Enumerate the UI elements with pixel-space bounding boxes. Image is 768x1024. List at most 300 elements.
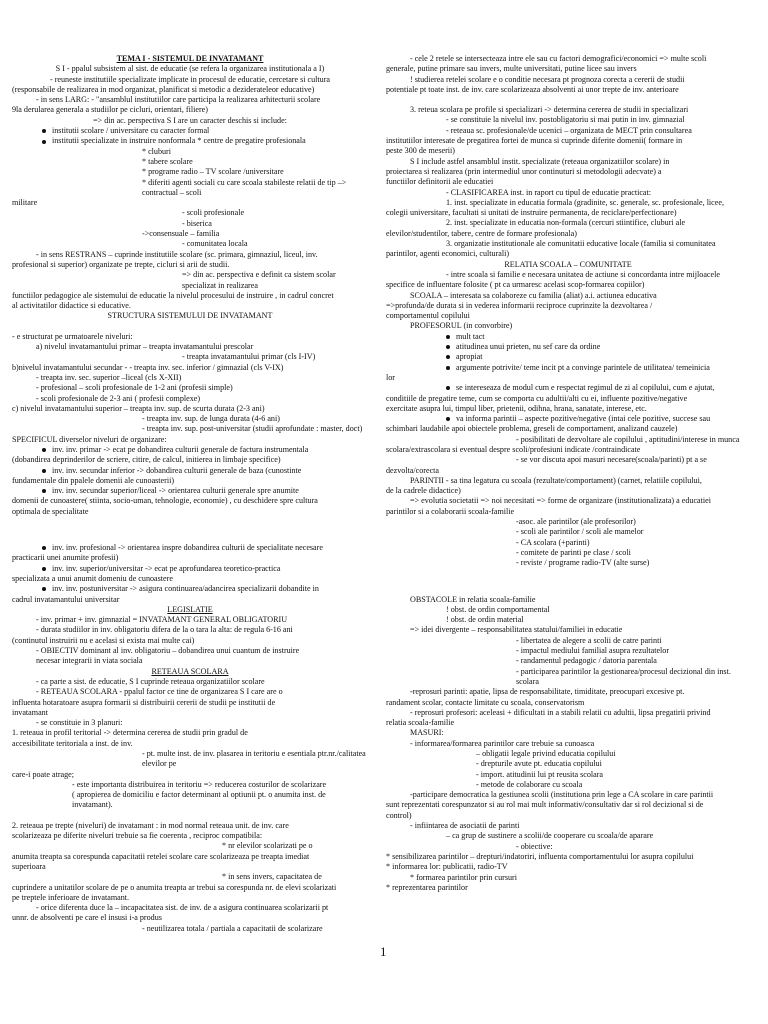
- text-line: [386, 821, 750, 831]
- text-line: [386, 569, 750, 595]
- text-line: [12, 414, 368, 424]
- text-line: [12, 383, 368, 393]
- line-text: – ca grup de sustinere a scolii/de cooperare cu scoala/de aparare: [446, 831, 654, 841]
- right-column: [386, 54, 750, 893]
- line-text: - durata studiilor in inv. obligatoriu difera de la o tara la alta: de regula 6-16 ani: [36, 625, 293, 635]
- text-line: [12, 584, 368, 594]
- text-line: [12, 780, 368, 790]
- text-line: [12, 394, 368, 404]
- text-line: [12, 770, 368, 780]
- line-text: - in sens RESTRANS – cuprinde institutiile scolare (sc. primara, gimnaziul, liceul, inv.: [36, 249, 318, 259]
- text-line: [386, 749, 750, 759]
- line-text: de la cadrele didactice): [386, 486, 461, 496]
- line-text: - informarea/formarea parintilor care trebuie sa cunoasca: [410, 738, 595, 748]
- bullet-icon: [42, 140, 46, 144]
- text-line: [12, 718, 368, 728]
- text-line: [386, 800, 750, 810]
- text-line: [12, 486, 368, 496]
- line-text: LEGISLATIE: [167, 604, 213, 614]
- text-line: [386, 198, 750, 208]
- line-text: apropiat: [456, 352, 483, 362]
- text-line: [386, 605, 750, 615]
- text-line: [386, 95, 750, 105]
- line-text: - biserica: [182, 218, 212, 228]
- line-text: ! obst. de ordin material: [446, 615, 524, 625]
- text-line: [12, 574, 368, 584]
- text-line: [386, 507, 750, 517]
- text-line: [386, 136, 750, 146]
- bullet-icon: [446, 386, 450, 390]
- line-text: -reprosuri parinti: apatie, lipsa de responsabilitate, timiditate, preocupari excesive pt.: [410, 687, 685, 697]
- line-text: fundamentale din ppalele domenii ale cunoasterii): [12, 475, 175, 485]
- text-line: [12, 136, 368, 146]
- line-text: scolara/extrascolara si eventual despre scoli/profesiuni indicate /contraindicate: [386, 444, 641, 454]
- text-line: [386, 718, 750, 728]
- text-line: [386, 656, 750, 666]
- line-text: - scoli profesionale de 2-3 ani ( profesii complexe): [36, 393, 201, 403]
- line-text: randament scolar, contacte limitate cu scoala, conservatorism: [386, 697, 585, 707]
- line-text: * nr elevilor scolarizati pe o: [222, 841, 313, 851]
- text-line: [386, 64, 750, 74]
- text-line: [386, 332, 750, 342]
- text-line: [386, 496, 750, 506]
- line-text: 3. organizatie institutionale ale comunitatii educative locale (familia si comunitatea: [446, 239, 716, 249]
- text-line: [12, 924, 368, 934]
- text-line: [12, 178, 368, 199]
- text-line: [386, 373, 750, 383]
- line-text: - CLASIFICAREA inst. in raport cu tipul de educatie practicat:: [446, 187, 651, 197]
- text-line: [12, 903, 368, 913]
- text-line: [12, 291, 368, 301]
- line-text: al activitatilor didactice si educative.: [12, 301, 131, 311]
- text-line: [12, 311, 368, 321]
- bullet-icon: [42, 489, 46, 493]
- text-line: [386, 414, 750, 424]
- line-text: OBSTACOLE in relatia scoala-familie: [410, 594, 536, 604]
- text-line: [386, 115, 750, 125]
- text-line: [386, 229, 750, 239]
- text-line: [386, 404, 750, 414]
- text-line: [386, 249, 750, 259]
- line-text: - scoli ale parintilor / scoli ale mamelor: [516, 527, 644, 537]
- text-line: [12, 831, 368, 841]
- line-text: - treapta inv. sec. superior –liceal (cls X-XII): [36, 372, 182, 382]
- bullet-icon: [446, 355, 450, 359]
- text-line: [12, 116, 368, 126]
- line-text: elevilor/studentilor, tabere, centre de formare profesionala): [386, 228, 577, 238]
- line-text: lor: [386, 372, 395, 382]
- line-text: inv. inv. postuniversitar -> asigura continuarea/adancirea specializarii dobandite in: [52, 584, 319, 594]
- line-text: * formarea parintilor prin cursuri: [410, 872, 517, 882]
- line-text: =>profunda/de durata si in vederea informarii reciproce cuprinzite la dezvoltarea /: [386, 300, 653, 310]
- text-line: [386, 728, 750, 738]
- line-text: care-i poate atrage;: [12, 769, 75, 779]
- line-text: => din ac. perspectiva e definit ca sistem scolar specializat in realizarea: [182, 270, 336, 290]
- line-text: inv. inv. primar -> ecat pe dobandirea culturii generale de factura instrumentala: [52, 444, 309, 454]
- text-line: [12, 605, 368, 615]
- line-text: - este importanta distribuirea in teritoriu => reducerea costurilor de scolarizare: [72, 779, 327, 789]
- text-line: [386, 842, 750, 852]
- text-line: [12, 229, 368, 239]
- line-text: anumita treapta sa corespunda capacitatii retelei scolare care scolarizeaza pe treapta imediat: [12, 851, 310, 861]
- text-line: [12, 739, 368, 749]
- line-text: - inv. primar + inv. gimnazial = INVATAMANT GENERAL OBLIGATORIU: [36, 615, 288, 625]
- text-line: [386, 260, 750, 270]
- line-text: – obligatii legale privind educatia copilului: [476, 749, 616, 758]
- line-text: - neutilizarea totala / partiala a capacitatii de scolarizare: [142, 923, 323, 933]
- text-line: [12, 332, 368, 342]
- text-line: [12, 301, 368, 311]
- text-line: [12, 687, 368, 697]
- line-text: sunt reprezentati corespunzator si au rol mai mult informativ/consultativ dar si rol decizional si de: [386, 800, 704, 810]
- line-text: (continutul instruirii nu e acelasi si exista mai multe cai): [12, 635, 195, 645]
- text-line: [386, 280, 750, 290]
- line-text: * cluburi: [142, 146, 171, 156]
- text-line: [12, 677, 368, 687]
- text-line: [12, 790, 368, 800]
- text-line: [12, 219, 368, 229]
- line-text: (responsabile de realizarea in mod organizat, planificat si metodic a deziderateleor educative): [12, 84, 315, 94]
- text-line: [12, 250, 368, 260]
- text-line: [386, 167, 750, 177]
- text-line: [12, 667, 368, 677]
- line-text: - se vor discuta apoi masuri necesare(scoala/parinti) pt a se: [516, 455, 707, 465]
- text-line: [12, 373, 368, 383]
- line-text: - ca parte a sist. de educatie, S I cuprinde reteaua organizatiilor scolare: [36, 676, 265, 686]
- left-column: [12, 54, 368, 934]
- text-line: [12, 698, 368, 708]
- text-line: [386, 790, 750, 800]
- text-line: [386, 625, 750, 635]
- text-line: [386, 883, 750, 893]
- text-line: [12, 476, 368, 486]
- line-text: control): [386, 810, 412, 820]
- text-line: [12, 404, 368, 414]
- text-line: [386, 146, 750, 156]
- text-line: [12, 595, 368, 605]
- line-text: - posibilitati de dezvoltare ale copilului , aptitudini/interese in munca: [516, 434, 740, 444]
- line-text: influenta hotaratoare asupra formarii si distribuirii cererii de studii pe institutii de: [12, 697, 276, 707]
- text-line: [386, 486, 750, 496]
- text-line: [386, 424, 750, 434]
- text-line: [12, 564, 368, 574]
- line-text: - impactul mediului familial asupra rezultatelor: [516, 646, 670, 656]
- text-line: [12, 800, 368, 810]
- text-line: [12, 496, 368, 506]
- text-line: [12, 821, 368, 831]
- line-text: potentiale pt toate inst. de inv. care scolarizeaza absolventi ai unor trepte de inv. anterioare: [386, 84, 679, 94]
- text-line: [12, 239, 368, 249]
- line-text: institutiilor interesate de pregatirea fortei de munca si cuprinde diferite domenii( formare in: [386, 136, 683, 146]
- line-text: - comitete de parinti pe clase / scoli: [516, 547, 631, 557]
- text-line: [12, 54, 368, 64]
- line-text: mult tact: [456, 331, 485, 341]
- line-text: schimbari laudabile apoi obiectele problema, greseli de comportament, analizand cauzele): [386, 424, 678, 434]
- line-text: S I include astfel ansamblul instit. specializate (reteaua organizatiilor scolare) in: [410, 156, 670, 166]
- text-line: [12, 852, 368, 862]
- text-line: [386, 85, 750, 95]
- bullet-icon: [446, 417, 450, 421]
- text-line: [12, 455, 368, 465]
- text-line: [12, 270, 368, 291]
- line-text: * in sens invers, capacitatea de: [222, 872, 322, 882]
- line-text: - orice diferenta duce la – incapacitatea sist. de inv. de a asigura continuarea scolarizarii pt: [36, 903, 329, 913]
- line-text: MASURI:: [410, 728, 444, 738]
- text-line: [386, 811, 750, 821]
- text-line: [12, 322, 368, 332]
- text-line: [386, 75, 750, 85]
- line-text: - libertatea de alegere a scolii de catre parinti: [516, 635, 662, 645]
- line-text: - metode de colaborare cu scoala: [476, 779, 583, 789]
- text-line: [386, 157, 750, 167]
- line-text: * tabere scolare: [142, 156, 193, 166]
- line-text: profesional si superior) organizate pe trepte, cicluri si arii de studii.: [12, 259, 230, 269]
- line-text: RELATIA SCOALA – COMUNITATE: [504, 259, 632, 269]
- line-text: * diferiti agenti sociali cu care scoala stabileste relatii de tip –> contractual – scoli: [142, 177, 347, 197]
- text-line: [386, 698, 750, 708]
- text-line: [12, 95, 368, 105]
- text-line: [12, 883, 368, 893]
- line-text: exercitate asupra lui, timpul liber, prietenii, odihna, hrana, sanatate, interese, etc.: [386, 403, 647, 413]
- text-line: [386, 615, 750, 625]
- line-text: - comunitatea locala: [182, 239, 248, 249]
- text-line: [386, 301, 750, 311]
- line-text: comportamentul copilului: [386, 311, 470, 321]
- line-text: - reuneste institutiile specializate implicate in procesul de educatie, cercetare si cultura: [49, 74, 330, 84]
- text-line: [386, 352, 750, 362]
- text-line: [12, 445, 368, 455]
- text-line: [386, 208, 750, 218]
- line-text: - treapta inv. sup. post-universitar (studii aprofundate : master, doct): [142, 424, 363, 434]
- line-text: - profesional – scoli profesionale de 1-2 ani (profesii simple): [36, 383, 233, 393]
- line-text: - scoli profesionale: [182, 208, 245, 218]
- text-line: [386, 852, 750, 862]
- line-text: inv. inv. secundar superior/liceal -> orientarea culturii generale spre anumite: [52, 486, 299, 496]
- line-text: - reviste / programe radio-TV (alte surse): [516, 558, 650, 568]
- bullet-icon: [446, 366, 450, 370]
- text-line: [386, 321, 750, 331]
- line-text: PARINTII - sa tina legatura cu scoala (rezultate/comportament) (carnet, relatiile copilului,: [410, 475, 702, 485]
- line-text: - randamentul pedagogic / datoria parentala: [516, 656, 657, 666]
- text-line: [12, 893, 368, 903]
- line-text: colegii universitare, facultati si unitati de instruire permanenta, de reciclare/perfectionare): [386, 208, 677, 218]
- line-text: generale, putine primare sau invers, multe universitati, putine licee sau invers: [386, 64, 637, 74]
- text-line: [12, 872, 368, 882]
- text-line: [12, 811, 368, 821]
- text-line: [12, 85, 368, 95]
- bullet-icon: [42, 546, 46, 550]
- line-text: => din ac. perspectiva S I are un caracter deschis si include:: [93, 115, 287, 125]
- line-text: SPECIFICUL diverselor niveluri de organizare:: [12, 434, 167, 444]
- line-text: invatamant).: [72, 800, 113, 810]
- line-text: - import. atitudinii lui pt reusita scolara: [476, 769, 603, 779]
- line-text: PROFESORUL (in convorbire): [410, 321, 513, 331]
- text-line: [386, 342, 750, 352]
- line-text: - cele 2 retele se intersecteaza intre ele sau cu factori demografici/economici => multe scoli: [410, 54, 707, 63]
- line-text: SCOALA – interesata sa colaboreze cu familia (aliat) a.i. actiunea educativa: [410, 290, 657, 300]
- line-text: - participarea parintilor la gestionarea/procesul decizional din inst. scolara: [516, 666, 731, 686]
- text-line: [12, 646, 368, 656]
- line-text: RETEAUA SCOLARA: [151, 666, 229, 676]
- line-text: inv. inv. profesional -> orientarea inspre dobandirea culturii de specialitate necesare: [52, 543, 323, 553]
- line-text: - infiintarea de asociatii de parinti: [410, 821, 520, 831]
- line-text: parintilor si a colaborarii scoala-familie: [386, 506, 515, 516]
- line-text: - RETEAUA SCOLARA - ppalul factor ce tine de organizarea S I care are o: [36, 687, 283, 697]
- text-line: [386, 558, 750, 568]
- line-text: ->consensuale – familia: [142, 229, 220, 239]
- text-line: [386, 636, 750, 646]
- line-text: unnr. de absolventi pe care el insusi i-a produs: [12, 913, 162, 923]
- text-line: [386, 435, 750, 445]
- text-line: [12, 708, 368, 718]
- line-text: - pt. multe inst. de inv. plasarea in teritoriu e esentiala ptr.nr./calitatea elevilor pe: [142, 749, 366, 769]
- line-text: STRUCTURA SISTEMULUI DE INVATAMANT: [107, 311, 273, 321]
- text-line: [386, 455, 750, 465]
- line-text: ( apropierea de domiciliu e factor determinant al optiunii pt. o anumita inst. de: [72, 790, 326, 800]
- text-line: [386, 311, 750, 321]
- bullet-icon: [42, 587, 46, 591]
- text-line: [12, 424, 368, 434]
- bullet-icon: [446, 345, 450, 349]
- text-line: [12, 636, 368, 646]
- text-line: [386, 708, 750, 718]
- line-text: b)nivelul invatamantului secundar - - treapta inv. sec. inferior / gimnazial (cls V-IX): [12, 362, 284, 372]
- line-text: optimala de specialitate: [12, 506, 89, 516]
- line-text: parintilor, agenti economici, culturali): [386, 249, 510, 259]
- line-text: - obiective:: [516, 841, 553, 851]
- line-text: * reprezentarea parintilor: [386, 882, 468, 892]
- line-text: peste 300 de meserii): [386, 146, 455, 156]
- text-line: [386, 466, 750, 476]
- line-text: 2. reteaua pe trepte (niveluri) de invatamant : in mod normal reteaua unit. de inv. care: [12, 820, 289, 830]
- bullet-icon: [42, 567, 46, 571]
- line-text: 2. inst. specializate in educatia non-formala (cercuri stiintifice, cluburi ale: [446, 218, 686, 228]
- line-text: 9la derularea generala a studiilor pe cicluri, orientari, filiere): [12, 105, 208, 115]
- text-line: [386, 831, 750, 841]
- text-line: [386, 445, 750, 455]
- text-line: [386, 770, 750, 780]
- page-number: 1: [380, 944, 387, 959]
- text-line: [386, 595, 750, 605]
- text-line: [386, 126, 750, 136]
- text-line: [12, 507, 368, 517]
- line-text: 1. reteaua in profil teritorial -> determina cererea de studii prin gradul de: [12, 728, 248, 738]
- text-line: [12, 363, 368, 373]
- text-line: [386, 218, 750, 228]
- text-line: [12, 615, 368, 625]
- line-text: - OBIECTIV dominant al inv. obligatoriu – dobandirea unui cuantum de instruire: [36, 646, 300, 656]
- text-line: [386, 873, 750, 883]
- text-line: [12, 862, 368, 872]
- text-line: [386, 394, 750, 404]
- line-text: militare: [12, 198, 38, 208]
- text-line: [386, 548, 750, 558]
- text-line: [12, 64, 368, 74]
- line-text: scolarizeaza pe diferite niveluri trebuie sa fie coerenta , reciproc compatibila:: [12, 831, 263, 841]
- line-text: c) nivelul invatamantului superior – treapta inv. sup. de scurta durata (2-3 ani): [12, 403, 265, 413]
- line-text: - CA scolara (+parinti): [516, 537, 590, 547]
- line-text: cuprindere a unitatilor scolare de pe o anumita treapta ar trebui sa corespunda nr. de elevi scolarizati: [12, 882, 337, 892]
- line-text: - reteaua sc. profesionale/de ucenici – organizata de MECT prin consultarea: [446, 125, 692, 135]
- text-line: [12, 656, 368, 666]
- text-line: [386, 759, 750, 769]
- text-line: [386, 780, 750, 790]
- text-line: [12, 553, 368, 563]
- line-text: => idei divergente – responsabilitatea statului/familiei in educatie: [410, 625, 623, 635]
- text-line: [386, 538, 750, 548]
- text-line: [386, 739, 750, 749]
- line-text: inv. inv. secundar inferior -> dobandirea culturii generale de baza (cunostinte: [52, 465, 302, 475]
- line-text: inv. inv. superior/universitar -> ecat pe aprofundarea teoretico-practica: [52, 563, 281, 573]
- text-line: [386, 517, 750, 527]
- bullet-icon: [42, 129, 46, 133]
- line-text: * sensibilizarea parintilor – drepturi/indatoriri, influenta comportamentului lor asupra copilului: [386, 851, 694, 861]
- text-line: [12, 147, 368, 157]
- text-line: [386, 188, 750, 198]
- text-line: [386, 239, 750, 249]
- text-line: [12, 208, 368, 218]
- text-line: [386, 862, 750, 872]
- line-text: relatia scoala-familie: [386, 718, 455, 728]
- line-text: 1. inst. specializate in educatia formala (gradinite, sc. generale, sc. profesionale, licee,: [446, 197, 724, 207]
- line-text: proiectarea si realizarea (prin intermediul unor continuturi si metodologii adecvate) a: [386, 166, 662, 176]
- text-line: [386, 383, 750, 393]
- text-line: [386, 687, 750, 697]
- text-line: [386, 476, 750, 486]
- line-text: ! studierea retelei scolare e o conditie necesara pt prognoza corecta a cererii de studii: [410, 74, 685, 84]
- line-text: domenii de cunoastere( stiinta, socio-uman, tehnologie, economie) , cu deschidere spre cultura: [12, 496, 318, 506]
- text-line: [12, 75, 368, 85]
- line-text: accesibilitate teritoriala a inst. de inv.: [12, 738, 133, 748]
- text-line: [386, 667, 750, 688]
- text-line: [12, 543, 368, 553]
- line-text: a) nivelul invatamantului primar – treapta invatamantului prescolar: [36, 342, 254, 352]
- line-text: conditiile de pregatire teme, cum se comporta cu adultii/alti cu ei, influente pozitive/negative: [386, 393, 688, 403]
- text-line: [12, 841, 368, 851]
- line-text: - intre scoala si familie e necesara unitatea de actiune si concordanta intre mijloacele: [446, 269, 720, 279]
- line-text: - se constituie la nivelul inv. postobligatoriu si mai putin in inv. gimnazial: [446, 115, 685, 125]
- text-line: [12, 517, 368, 543]
- line-text: necesar integrarii in viata sociala: [36, 656, 143, 666]
- line-text: functiilor definitorii ale educatiei: [386, 177, 494, 187]
- text-line: [386, 363, 750, 373]
- line-text: - e structurat pe urmatoarele niveluri:: [12, 331, 133, 341]
- line-text: functiilor pedagogice ale sistemului de educatie la nivelul procesului de instruire , in cadrul concret: [12, 290, 334, 300]
- text-line: [12, 342, 368, 352]
- line-text: - treapta inv. sup. de lunga durata (4-6 ani): [142, 414, 280, 424]
- line-text: => evolutia societatii => noi necesitati => forme de organizare (institutionalizata) a educatiei: [410, 496, 711, 506]
- line-text: (dobandirea deprinderilor de scriere, citire, de calcul, initierea in limbaje specifice): [12, 455, 281, 465]
- line-text: se intereseaza de modul cum e respectat regimul de zi al copilului, cum e ajutat,: [456, 383, 715, 393]
- line-text: institutii scolare / universitare cu caracter formal: [52, 126, 210, 136]
- line-text: va informa parintii – aspecte pozitive/negative (intai cele pozitive, succese sau: [456, 414, 711, 424]
- line-text: * programe radio – TV scolare /universitare: [142, 167, 284, 177]
- line-text: atitudinea unui prieten, nu sef care da ordine: [456, 342, 601, 352]
- line-text: pe treptele inferioare de invatamant.: [12, 892, 130, 902]
- text-line: [12, 198, 368, 208]
- text-line: [12, 913, 368, 923]
- line-text: - reprosuri profesori: aceleasi + dificultati in a stabili relatii cu adultii, lipsa pregatirii privind: [410, 707, 711, 717]
- text-line: [12, 105, 368, 115]
- text-line: [386, 291, 750, 301]
- line-text: argumente potrivite/ teme incit pt a convinge parintele de utilitatea/ temeinicia: [456, 362, 710, 372]
- text-line: [12, 167, 368, 177]
- text-line: [386, 270, 750, 280]
- line-text: specializata a unui anumit domeniu de cunoastere: [12, 573, 173, 583]
- line-text: specifice de influentare folosite ( pt ca urmaresc acelasi scop-formarea copiilor): [386, 280, 645, 290]
- text-line: [12, 625, 368, 635]
- line-text: -asoc. ale parintilor (ale profesorilor): [516, 517, 636, 527]
